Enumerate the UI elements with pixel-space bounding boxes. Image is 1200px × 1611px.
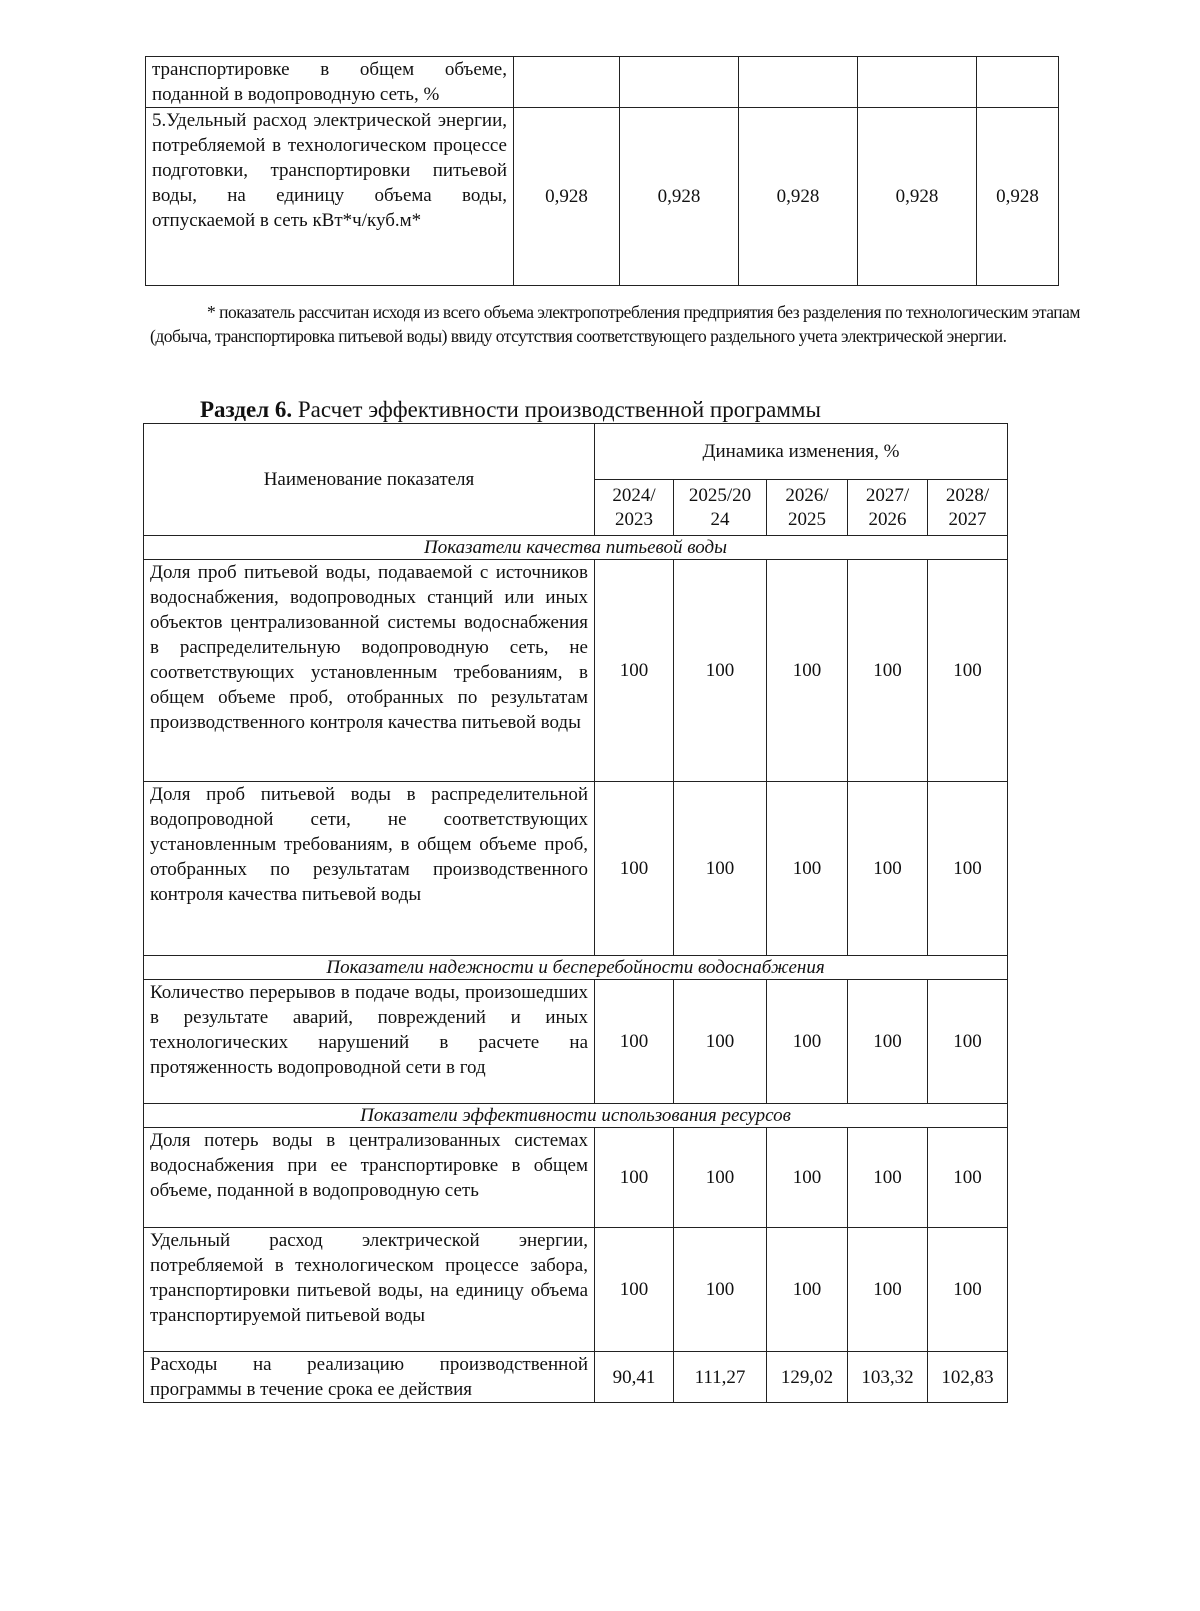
column-header-name: Наименование показателя — [144, 424, 595, 536]
value-cell: 100 — [928, 782, 1008, 956]
efficiency-indicators-table-continued — [145, 56, 1059, 286]
value-cell: 100 — [595, 782, 674, 956]
value-cell: 100 — [595, 980, 674, 1104]
value-cell: 102,83 — [928, 1352, 1008, 1403]
value-cell: 0,928 — [977, 108, 1059, 286]
value-cell: 100 — [848, 1228, 928, 1352]
value-cell: 100 — [595, 1128, 674, 1228]
column-header-year: 2024/ 2023 — [595, 480, 674, 536]
value-cell: 100 — [674, 560, 767, 782]
indicator-label: Доля потерь воды в централизованных системах водоснабжения при ее транспортировке в общем объеме, поданной в водопроводную сеть — [144, 1128, 595, 1228]
value-cell: 100 — [595, 560, 674, 782]
value-cell: 100 — [767, 1228, 848, 1352]
value-cell: 100 — [767, 782, 848, 956]
value-cell — [514, 57, 620, 108]
indicator-label: Расходы на реализацию производственной программы в течение срока ее действия — [144, 1352, 595, 1403]
column-header-year: 2026/ 2025 — [767, 480, 848, 536]
value-cell: 100 — [767, 1128, 848, 1228]
table-row — [144, 782, 1008, 956]
section-heading-reliability: Показатели надежности и бесперебойности водоснабжения — [144, 956, 1008, 980]
footnote: * показатель рассчитан исходя из всего объема электропотребления предприятия без разделения по технологическим этапам (добыча, транспортировка питьевой воды) ввиду отсутствия соответствующего раздельного учета электрической энергии. — [150, 302, 1080, 346]
value-cell: 100 — [848, 782, 928, 956]
value-cell: 100 — [595, 1228, 674, 1352]
value-cell: 100 — [928, 980, 1008, 1104]
section-heading-resource-efficiency: Показатели эффективности использования ресурсов — [144, 1104, 1008, 1128]
table-row — [144, 560, 1008, 782]
value-cell: 0,928 — [514, 108, 620, 286]
table-row — [144, 1352, 1008, 1403]
value-cell: 100 — [767, 980, 848, 1104]
section-title-text: Расчет эффективности производственной программы — [292, 397, 821, 422]
value-cell: 111,27 — [674, 1352, 767, 1403]
value-cell: 103,32 — [848, 1352, 928, 1403]
column-header-year: 2028/ 2027 — [928, 480, 1008, 536]
value-cell — [739, 57, 858, 108]
column-header-year: 2027/ 2026 — [848, 480, 928, 536]
value-cell: 100 — [848, 980, 928, 1104]
value-cell: 100 — [928, 1228, 1008, 1352]
section-heading-water-quality: Показатели качества питьевой воды — [144, 536, 1008, 560]
value-cell: 100 — [674, 1128, 767, 1228]
value-cell: 100 — [674, 782, 767, 956]
value-cell: 100 — [848, 1128, 928, 1228]
table-row — [144, 1128, 1008, 1228]
section-heading-row — [144, 1104, 1008, 1128]
value-cell: 100 — [767, 560, 848, 782]
value-cell: 0,928 — [858, 108, 977, 286]
indicator-label: Доля проб питьевой воды в распределительной водопроводной сети, не соответствующих установленным требованиям, в общем объеме проб, отобранных по результатам производственного контроля качества питьевой воды — [144, 782, 595, 956]
indicator-label: Доля проб питьевой воды, подаваемой с источников водоснабжения, водопроводных станций или иных объектов централизованной системы водоснабжения в распределительную водопроводную сеть, не соответствующих установленным требованиям, в общем объеме проб, отобранных по результатам производственного контроля качества питьевой воды — [144, 560, 595, 782]
table-row — [144, 980, 1008, 1104]
efficiency-calculation-table — [143, 423, 1008, 1403]
value-cell: 0,928 — [620, 108, 739, 286]
value-cell: 100 — [674, 1228, 767, 1352]
value-cell: 90,41 — [595, 1352, 674, 1403]
value-cell: 0,928 — [739, 108, 858, 286]
table-header-row — [144, 424, 1008, 480]
value-cell: 100 — [928, 1128, 1008, 1228]
column-header-year: 2025/20 24 — [674, 480, 767, 536]
indicator-label: 5.Удельный расход электрической энергии, потребляемой в технологическом процессе подготовки, транспортировки питьевой воды, на единицу объема воды, отпускаемой в сеть кВт*ч/куб.м* — [146, 108, 514, 286]
value-cell: 129,02 — [767, 1352, 848, 1403]
section-number: Раздел 6. — [200, 397, 293, 422]
section-heading-row — [144, 956, 1008, 980]
table-row — [144, 1228, 1008, 1352]
table-row — [146, 57, 1059, 108]
value-cell: 100 — [674, 980, 767, 1104]
value-cell — [620, 57, 739, 108]
value-cell: 100 — [928, 560, 1008, 782]
indicator-label: транспортировке в общем объеме, поданной в водопроводную сеть, % — [146, 57, 514, 108]
indicator-label: Количество перерывов в подаче воды, произошедших в результате аварий, повреждений и иных технологических нарушений в расчете на протяженность водопроводной сети в год — [144, 980, 595, 1104]
section-heading-row — [144, 536, 1008, 560]
column-header-dynamics: Динамика изменения, % — [595, 424, 1008, 480]
table-row — [146, 108, 1059, 286]
section-title — [200, 396, 821, 424]
indicator-label: Удельный расход электрической энергии, потребляемой в технологическом процессе забора, транспортировки питьевой воды, на единицу объема транспортируемой питьевой воды — [144, 1228, 595, 1352]
value-cell — [977, 57, 1059, 108]
value-cell: 100 — [848, 560, 928, 782]
value-cell — [858, 57, 977, 108]
